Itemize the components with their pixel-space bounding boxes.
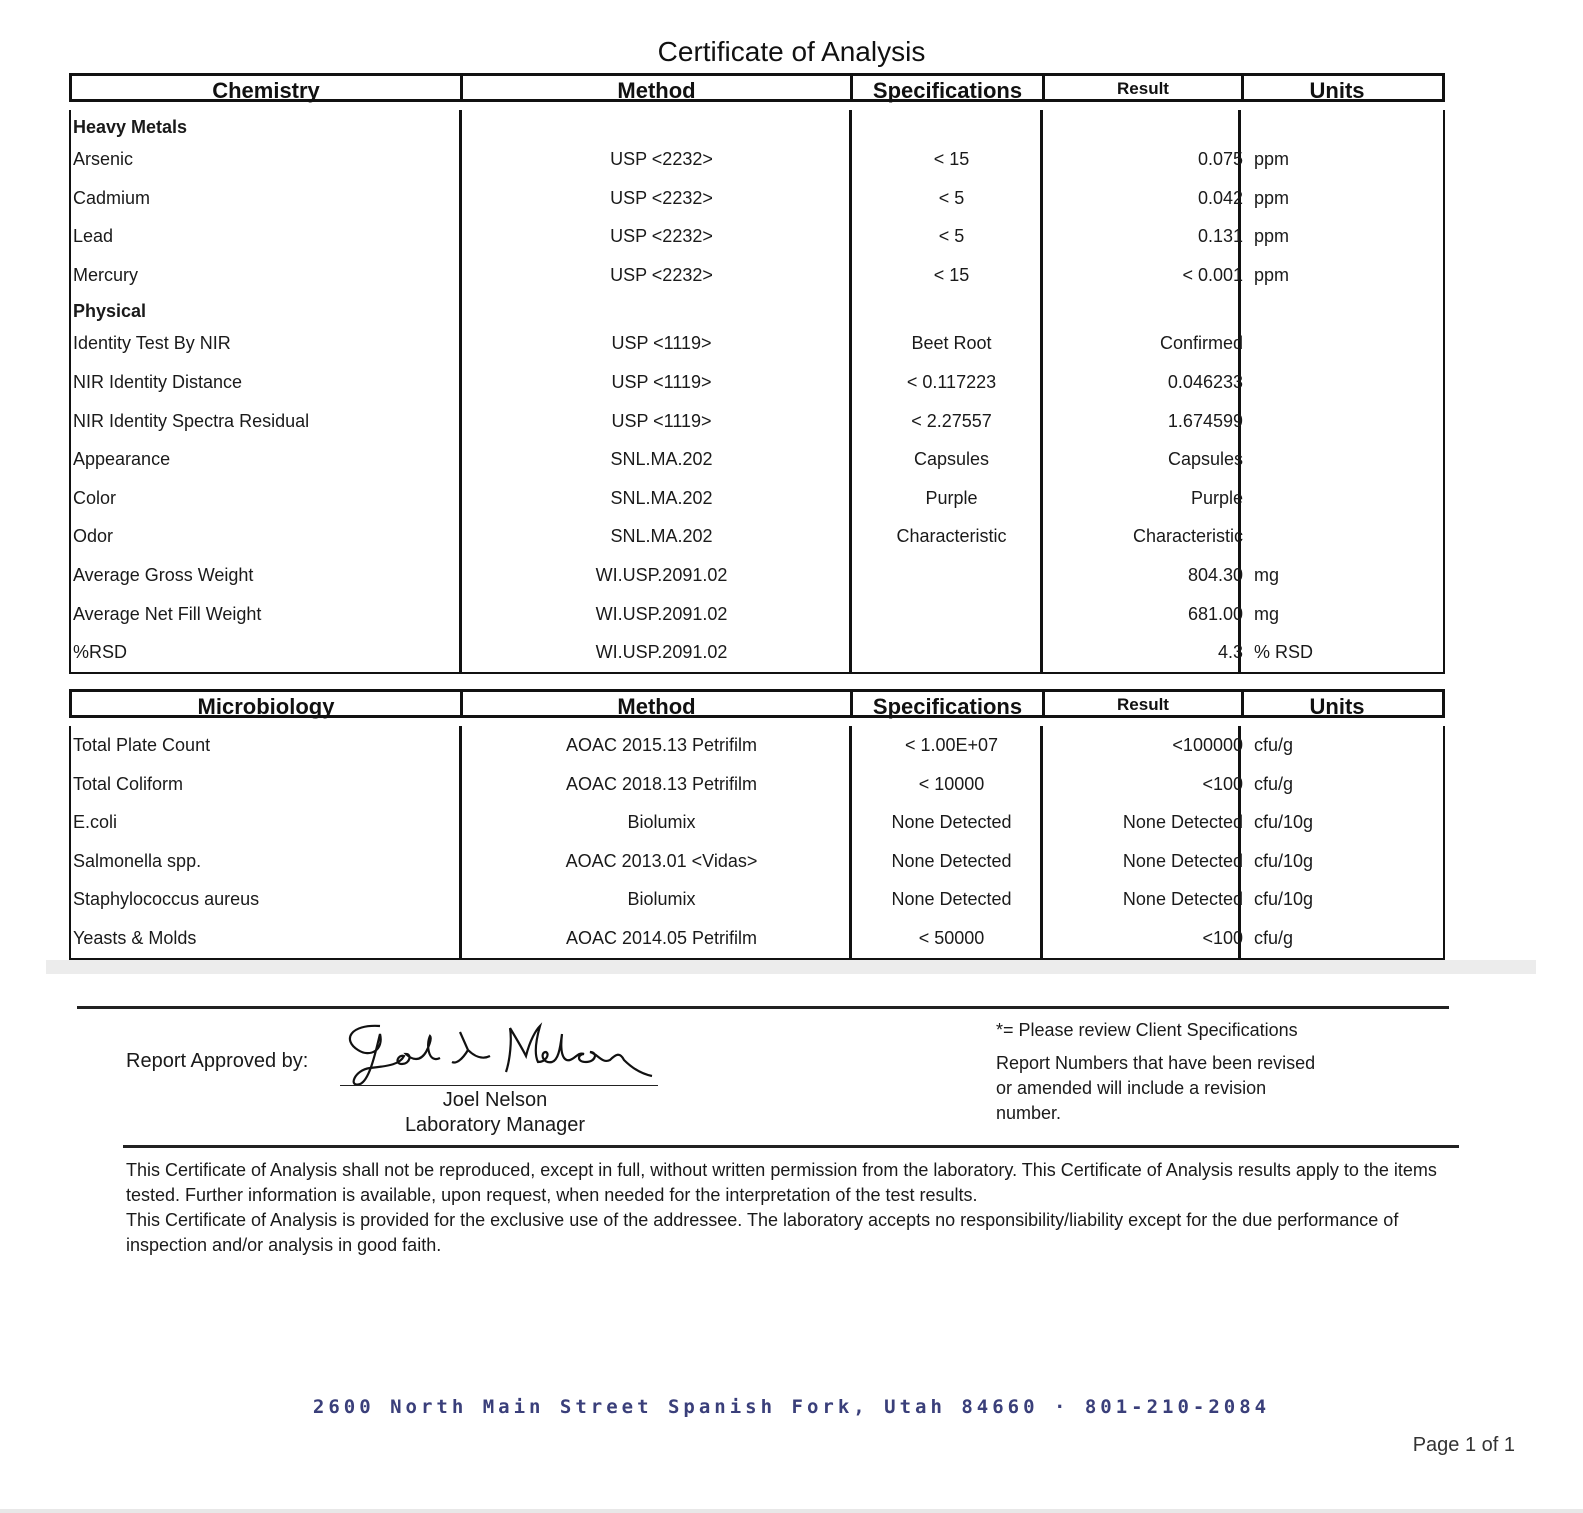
test-units: cfu/10g <box>1254 850 1314 871</box>
test-spec: < 10000 <box>918 773 985 794</box>
test-result: < 0.001 <box>1182 264 1243 285</box>
divider-line <box>77 1006 1449 1009</box>
test-units: mg <box>1254 564 1280 585</box>
test-spec: < 2.27557 <box>911 410 992 431</box>
header-units: Units <box>1309 78 1365 103</box>
notes-block <box>996 1018 1326 1134</box>
table-row <box>71 217 1443 256</box>
table-row <box>71 363 1443 402</box>
test-result: None Detected <box>1122 812 1243 833</box>
test-spec: None Detected <box>891 889 1012 910</box>
test-name: Average Net Fill Weight <box>73 603 262 624</box>
header-specifications: Specifications <box>853 692 1045 715</box>
test-spec: Characteristic <box>896 526 1007 547</box>
test-name: Cadmium <box>73 187 151 208</box>
approver-block <box>350 1088 640 1138</box>
disclaimer <box>126 1158 1446 1258</box>
header-chemistry: Chemistry <box>72 76 463 99</box>
test-result: 0.075 <box>1197 149 1243 169</box>
test-units: ppm <box>1254 264 1290 285</box>
test-spec: < 15 <box>933 264 970 285</box>
test-result: 1.674599 <box>1167 410 1243 431</box>
test-result: <100 <box>1202 927 1243 948</box>
test-units: cfu/10g <box>1254 889 1314 910</box>
test-name: Identity Test By NIR <box>73 333 231 354</box>
test-result: <100000 <box>1172 735 1243 755</box>
test-result: Capsules <box>1167 449 1243 470</box>
test-result: 0.042 <box>1197 187 1243 208</box>
table-row <box>71 803 1443 842</box>
test-method: SNL.MA.202 <box>610 526 713 547</box>
test-units: ppm <box>1254 226 1290 247</box>
disclaimer-paragraph: This Certificate of Analysis shall not be reproduced, except in full, without written permission from the laboratory. This Certificate of Analysis results apply to the items tested. Further information is available, upon request, when needed for the interpretation of the test results. <box>126 1160 1437 1205</box>
table-row <box>71 402 1443 441</box>
test-result: None Detected <box>1122 850 1243 871</box>
table-row <box>71 842 1443 881</box>
test-result: 681.00 <box>1187 603 1243 624</box>
test-name: Total Coliform <box>73 773 184 794</box>
bottom-strip <box>0 1509 1583 1513</box>
table-row <box>71 633 1443 672</box>
test-name: Color <box>73 487 117 508</box>
test-method: AOAC 2014.05 Petrifilm <box>565 927 758 948</box>
test-name: Yeasts & Molds <box>73 927 197 948</box>
test-method: USP <2232> <box>610 264 713 285</box>
microbiology-table-body <box>69 726 1445 960</box>
test-method: Biolumix <box>627 812 696 833</box>
test-method: USP <2232> <box>610 187 713 208</box>
test-name: Salmonella spp. <box>73 850 202 871</box>
test-name: Average Gross Weight <box>73 564 254 585</box>
test-name: Arsenic <box>73 149 134 169</box>
test-spec: None Detected <box>891 812 1012 833</box>
table-row <box>71 517 1443 556</box>
test-method: USP <1119> <box>611 410 712 431</box>
test-name: Mercury <box>73 264 139 285</box>
test-result: Confirmed <box>1159 333 1243 354</box>
category-label: Physical <box>73 301 147 322</box>
test-result: 804.30 <box>1187 564 1243 585</box>
chemistry-table <box>69 73 1445 674</box>
category-row <box>71 110 1443 140</box>
table-row <box>71 556 1443 595</box>
test-name: Appearance <box>73 449 171 470</box>
test-method: AOAC 2013.01 <Vidas> <box>565 850 758 871</box>
test-name: Odor <box>73 526 114 547</box>
test-name: %RSD <box>73 642 128 663</box>
test-method: USP <2232> <box>610 149 713 169</box>
test-method: USP <2232> <box>610 226 713 247</box>
test-result: <100 <box>1202 773 1243 794</box>
table-row <box>71 140 1443 179</box>
test-method: SNL.MA.202 <box>610 487 713 508</box>
test-spec: < 15 <box>933 149 970 169</box>
test-method: AOAC 2018.13 Petrifilm <box>565 773 758 794</box>
test-result: None Detected <box>1122 889 1243 910</box>
chemistry-table-body <box>69 110 1445 674</box>
table-row <box>71 880 1443 919</box>
signature-line <box>340 1085 658 1086</box>
test-spec: Purple <box>925 487 978 508</box>
header-microbiology: Microbiology <box>72 692 463 715</box>
chemistry-table-header <box>69 73 1445 102</box>
test-spec: None Detected <box>891 850 1012 871</box>
table-row <box>71 256 1443 295</box>
approved-by-label: Report Approved by: <box>126 1050 309 1072</box>
test-name: NIR Identity Distance <box>73 371 243 392</box>
test-units: ppm <box>1254 149 1290 169</box>
page-number: Page 1 of 1 <box>1412 1434 1515 1456</box>
table-row <box>71 595 1443 634</box>
section-divider-band <box>46 960 1536 974</box>
test-result: Characteristic <box>1132 526 1243 547</box>
test-units: cfu/g <box>1254 735 1294 755</box>
test-method: USP <1119> <box>611 333 712 354</box>
test-name: Total Plate Count <box>73 735 211 755</box>
test-method: Biolumix <box>627 889 696 910</box>
test-units: ppm <box>1254 187 1290 208</box>
test-method: WI.USP.2091.02 <box>595 603 728 624</box>
header-method: Method <box>463 692 853 715</box>
test-name: E.coli <box>73 812 118 833</box>
test-spec: < 50000 <box>918 927 985 948</box>
header-units: Units <box>1309 694 1365 719</box>
test-name: NIR Identity Spectra Residual <box>73 410 310 431</box>
test-units: mg <box>1254 603 1280 624</box>
table-row <box>71 479 1443 518</box>
table-row <box>71 765 1443 804</box>
table-row <box>71 440 1443 479</box>
table-row <box>71 726 1443 765</box>
microbiology-table <box>69 689 1445 960</box>
disclaimer-paragraph: This Certificate of Analysis is provided for the exclusive use of the addressee. The laboratory accepts no responsibility/liability except for the due performance of inspection and/or analysis in good faith. <box>126 1210 1399 1255</box>
test-method: WI.USP.2091.02 <box>595 564 728 585</box>
test-units: cfu/10g <box>1254 812 1314 833</box>
test-method: AOAC 2015.13 Petrifilm <box>565 735 758 755</box>
approver-role: Laboratory Manager <box>404 1114 586 1136</box>
test-spec: < 1.00E+07 <box>904 735 999 755</box>
header-result: Result <box>1045 76 1244 99</box>
test-units: % RSD <box>1254 642 1314 663</box>
test-units: cfu/g <box>1254 773 1294 794</box>
test-name: Lead <box>73 226 114 247</box>
table-row <box>71 324 1443 363</box>
test-spec: < 0.117223 <box>906 371 997 392</box>
test-method: SNL.MA.202 <box>610 449 713 470</box>
approver-name: Joel Nelson <box>442 1089 548 1111</box>
test-method: USP <1119> <box>611 371 712 392</box>
test-units: cfu/g <box>1254 927 1294 948</box>
document-title: Certificate of Analysis <box>657 36 926 67</box>
category-label: Heavy Metals <box>73 117 188 137</box>
header-method: Method <box>463 76 853 99</box>
test-result: Purple <box>1190 487 1243 508</box>
test-result: 0.131 <box>1197 226 1243 247</box>
test-spec: Beet Root <box>911 333 992 354</box>
test-spec: < 5 <box>938 187 965 208</box>
table-row <box>71 179 1443 218</box>
header-result: Result <box>1045 692 1244 715</box>
test-name: Staphylococcus aureus <box>73 889 260 910</box>
lab-address: 2600 North Main Street Spanish Fork, Utah 84660 · 801-210-2084 <box>312 1396 1271 1418</box>
microbiology-table-header <box>69 689 1445 718</box>
test-result: 4.3 <box>1217 642 1243 663</box>
client-spec-note: *= Please review Client Specifications <box>996 1020 1298 1040</box>
header-specifications: Specifications <box>853 76 1045 99</box>
test-spec: < 5 <box>938 226 965 247</box>
revision-note: Report Numbers that have been revised or amended will include a revision number. <box>996 1053 1316 1123</box>
test-result: 0.046233 <box>1167 371 1243 392</box>
category-row <box>71 294 1443 324</box>
test-spec: Capsules <box>913 449 990 470</box>
table-row <box>71 919 1443 958</box>
test-method: WI.USP.2091.02 <box>595 642 728 663</box>
divider-line <box>123 1145 1459 1148</box>
